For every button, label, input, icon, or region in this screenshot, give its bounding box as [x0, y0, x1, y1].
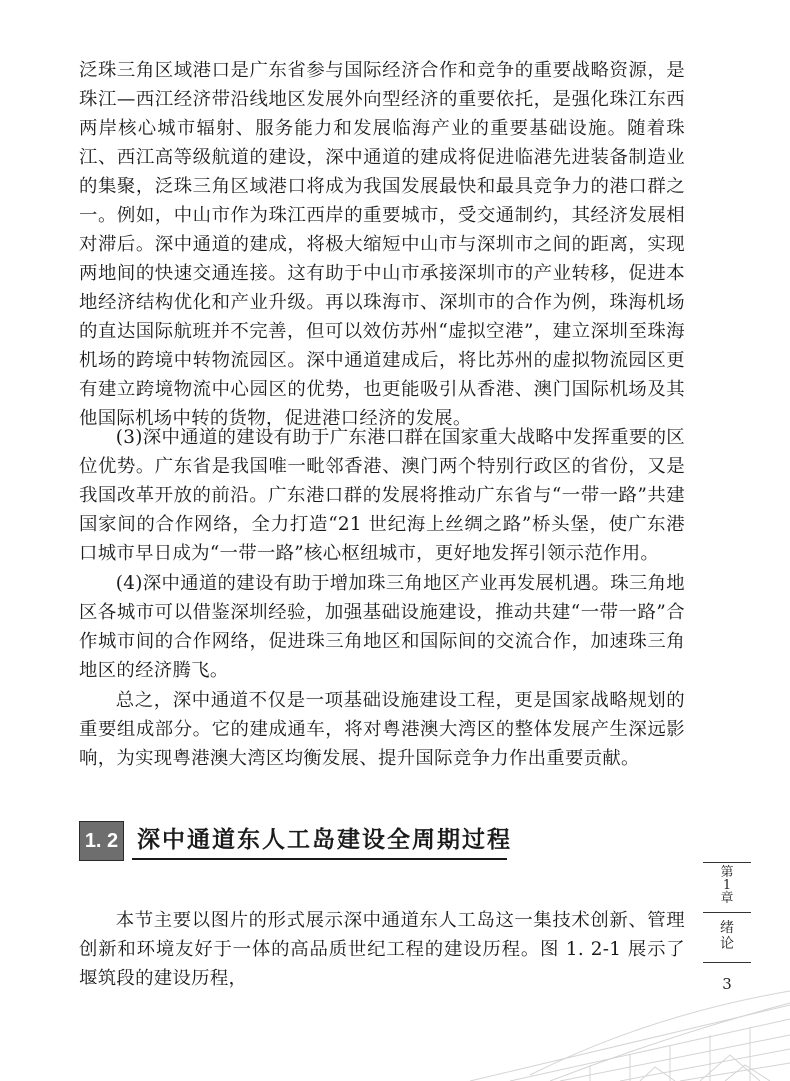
section-title: 深中通道东人工岛建设全周期过程 [137, 827, 512, 853]
section-intro-paragraph: 本节主要以图片的形式展示深中通道东人工岛这一集技术创新、管理创新和环境友好于一体的高品质世纪工程的建设历程。图 1. 2-1 展示了堰筑段的建设历程， [79, 910, 685, 989]
chapter-char: 第 [720, 865, 734, 880]
chapter-name-label [703, 920, 751, 952]
bridge-sketch-icon [470, 985, 790, 1081]
chapter-char: 1 [722, 878, 732, 893]
chapter-char: 章 [720, 891, 734, 906]
chapter-side-tab [703, 862, 751, 992]
body-paragraph-2: (3)深中通道的建设有助于广东港口群在国家重大战略中发挥重要的区位优势。广东省是我国唯一毗邻香港、澳门两个特别行政区的省份，又是我国改革开放的前沿。广东港口群的发展将推动广东省与“一带一路”共建国家间的合作网络，全力打造“21 世纪海上丝绸之路”桥头堡，使广东港口城市早日成为“一带一路”核心枢纽城市，更好地发挥引领示范作用。 [79, 427, 685, 564]
section-underline [132, 858, 507, 860]
side-tab-top-rule [703, 862, 751, 863]
chapter-number-label [703, 866, 751, 905]
section-number: 1. 2 [79, 821, 124, 861]
chapter-name-char: 论 [720, 936, 734, 952]
section-heading [79, 821, 512, 861]
chapter-name-char: 绪 [720, 920, 734, 936]
body-paragraph-4: 总之，深中通道不仅是一项基础设施建设工程，更是国家战略规划的重要组成部分。它的建成通车，将对粤港澳大湾区的整体发展产生深远影响，为实现粤港澳大湾区均衡发展、提升国际竞争力作出重要贡献。 [79, 690, 685, 769]
body-paragraph-1: 泛珠三角区域港口是广东省参与国际经济合作和竞争的重要战略资源，是珠江—西江经济带沿线地区发展外向型经济的重要依托，是强化珠江东西两岸核心城市辐射、服务能力和发展临海产业的重要基础设施。随着珠江、西江高等级航道的建设，深中通道的建成将促进临港先进装备制造业的集聚，泛珠三角区域港口将成为我国发展最快和最具竞争力的港口群之一。例如，中山市作为珠江西岸的重要城市，受交通制约，其经济发展相对滞后。深中通道的建成，将极大缩短中山市与深圳市之间的距离，实现两地间的快速交通连接。这有助于中山市承接深圳市的产业转移，促进本地经济结构优化和产业升级。再以珠海市、深圳市的合作为例，珠海机场的直达国际航班并不完善，但可以效仿苏州“虚拟空港”，建立深圳至珠海机场的跨境中转物流园区。深中通道建成后，将比苏州的虚拟物流园区更有建立跨境物流中心园区的优势，也更能吸引从香港、澳门国际机场及其他国际机场中转的货物，促进港口经济的发展。 [79, 60, 685, 429]
page-number: 3 [722, 975, 732, 993]
side-tab-middle-rule [703, 912, 751, 913]
body-paragraph-3: (4)深中通道的建设有助于增加珠三角地区产业再发展机遇。珠三角地区各城市可以借鉴深圳经验，加强基础设施建设，推动共建“一带一路”合作城市间的合作网络，促进珠三角地区和国际间的交流合作，加速珠三角地区的经济腾飞。 [79, 573, 685, 681]
side-tab-bottom-rule [703, 962, 751, 963]
